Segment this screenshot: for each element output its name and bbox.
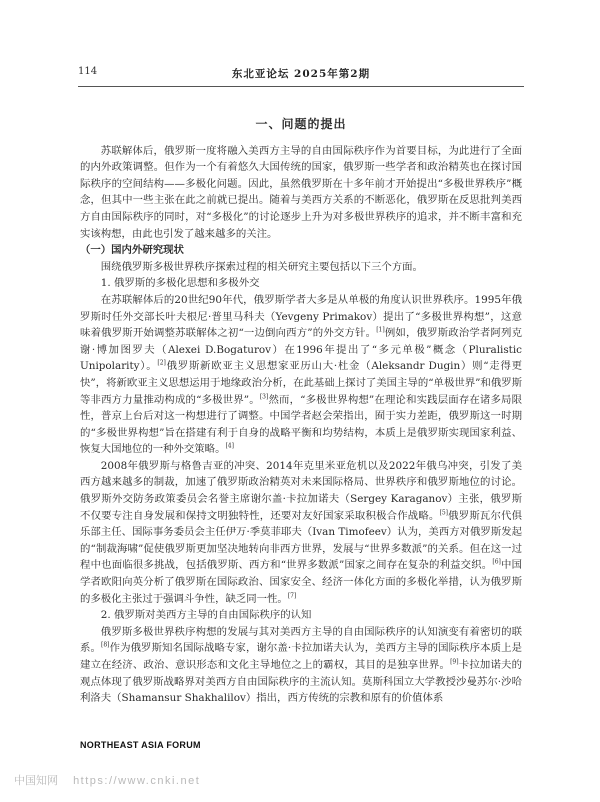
watermark-brand: 中国知网 xyxy=(14,775,58,787)
text-run: 俄罗斯新欧亚主义思想家亚历山大·杜金（Aleksandr Dugin）则“走得更快”，将新欧亚主义思想运用于地缘政治分析，在此基础上探讨了美国主导的“单极世界”和俄罗斯等非西方力量推动构成的“多极世界”。 xyxy=(80,360,522,406)
text-run: 作为俄罗斯知名国际战略专家，谢尔盖·卡拉加诺夫认为，美西方主导的国际秩序本质上是建立在经济、政治、意识形态和文化主导地位之上的霸权，其目的是独享世界。 xyxy=(80,642,522,671)
citation-ref: [8] xyxy=(100,641,110,649)
subsection-heading: （一）国内外研究现状 xyxy=(80,244,184,257)
paragraph-sanctions xyxy=(80,458,522,607)
text-run: 卡拉加诺夫的观点体现了俄罗斯战略界对美西方自由国际秩序的主流认知。莫斯科国立大学教授沙曼苏尔·沙哈利洛夫（Shamansur Shakhalilov）指出，西方传统的宗教和原有的价值体系 xyxy=(80,659,523,705)
citation-ref: [1] xyxy=(376,326,385,334)
item-heading-2: 2. 俄罗斯对美西方主导的自由国际秩序的认知 xyxy=(100,609,312,622)
text-run: 2008年俄罗斯与格鲁吉亚的冲突、2014年克里米亚危机以及2022年俄乌冲突，引发了美西方越来越多的制裁，加速了俄罗斯政治精英对未来国际格局、世界秩序和俄罗斯地位的讨论。俄罗斯外交防务政策委员会名誉主席谢尔盖·卡拉加诺夫（Sergey Karaganov）主张，俄罗斯不仅要专注自身发展和保持文明独特性，还要对友好国家采取积极合作战略。 xyxy=(80,459,522,522)
page-number: 114 xyxy=(78,66,98,77)
cnki-watermark xyxy=(14,772,200,788)
running-header xyxy=(78,66,524,84)
intro-paragraph: 苏联解体后，俄罗斯一度将融入美西方主导的自由国际秩序作为首要目标，为此进行了全面的内外政策调整。但作为一个有着悠久大国传统的国家，俄罗斯一些学者和政治精英也在探讨国际秩序的空间结构——多极化问题。因此，虽然俄罗斯在十多年前才开始提出“多极世界秩序”概念，但其中一些主张在此之前就已提出。随着与美西方关系的不断恶化，俄罗斯在反思批判美西方自由国际秩序的同时，对“多极化”的讨论逐步上升为对多极世界秩序的追求，并不断丰富和充实该构想，由此也引发了越来越多的关注。 xyxy=(80,144,522,240)
section-title: 一、问题的提出 xyxy=(255,117,347,131)
overview-paragraph: 围绕俄罗斯多极世界秩序探索过程的相关研究主要包括以下三个方面。 xyxy=(100,260,423,273)
citation-ref: [3] xyxy=(259,393,269,401)
header-rule xyxy=(78,86,524,87)
citation-ref: [7] xyxy=(287,592,297,600)
citation-ref: [4] xyxy=(225,442,234,450)
footer-journal-name: NORTHEAST ASIA FORUM xyxy=(80,740,201,750)
text-run: 例如，俄罗斯政治学者阿列克谢·博加图罗夫（Alexei D.Bogaturov）在1996年提出了“多元单极”概念（Pluralistic Unipolarity）。 xyxy=(80,327,523,373)
text-run: 然而，“多极世界构想”在理论和实践层面存在诸多局限性，普京上台后对这一构想进行了调整。中国学者赵会荣指出，囿于实力差距，俄罗斯这一时期的“多极世界构想”旨在搭建有利于自身的战略平衡和均势结构，本质上是俄罗斯实现国家利益、恢复大国地位的一种外交策略。 xyxy=(80,393,522,456)
text-run: 俄罗斯多极世界秩序构想的发展与其对美西方主导的自由国际秩序的认知演变有着密切的联系。 xyxy=(80,625,522,655)
text-run: 在苏联解体后的20世纪90年代，俄罗斯学者大多是从单极的角度认识世界秩序。1995年俄罗斯时任外交部长叶夫根尼·普里马科夫（Yevgeny Primakov）提出了“多极世界构想”，这意味着俄罗斯开始调整苏联解体之初“一边倒向西方”的外交方针。 xyxy=(80,293,522,340)
paragraph-multipolar-diplomacy xyxy=(80,292,522,458)
citation-ref: [9] xyxy=(450,658,459,666)
journal-title: 东北亚论坛 2025年第2期 xyxy=(231,68,371,80)
text-run: 俄罗斯瓦尔代俱乐部主任、国际事务委员会主任伊万·季莫菲耶夫（Ivan Timofeev）认为，美西方对俄罗斯发起的“制裁海啸”促使俄罗斯更加坚决地转向非西方世界，发展与“世界多数派”的关系。但在这一过程中也面临很多挑战，包括俄罗斯、西方和“世界多数派”国家之间存在复杂的利益交织。 xyxy=(80,509,522,572)
citation-ref: [5] xyxy=(439,509,448,517)
article-body xyxy=(80,116,522,707)
text-run: 中国学者欧阳向英分析了俄罗斯在国际政治、国家安全、经济一体化方面的多极化举措，认为俄罗斯的多极化主张过于强调斗争性，缺乏同一性。 xyxy=(80,559,523,605)
paragraph-liberal-order xyxy=(80,624,522,707)
item-heading-1: 1. 俄罗斯的多极化思想和多极外交 xyxy=(100,277,260,290)
watermark-url: https://www.cnki.net xyxy=(73,775,201,787)
citation-ref: [6] xyxy=(492,558,501,566)
citation-ref: [2] xyxy=(157,359,166,367)
